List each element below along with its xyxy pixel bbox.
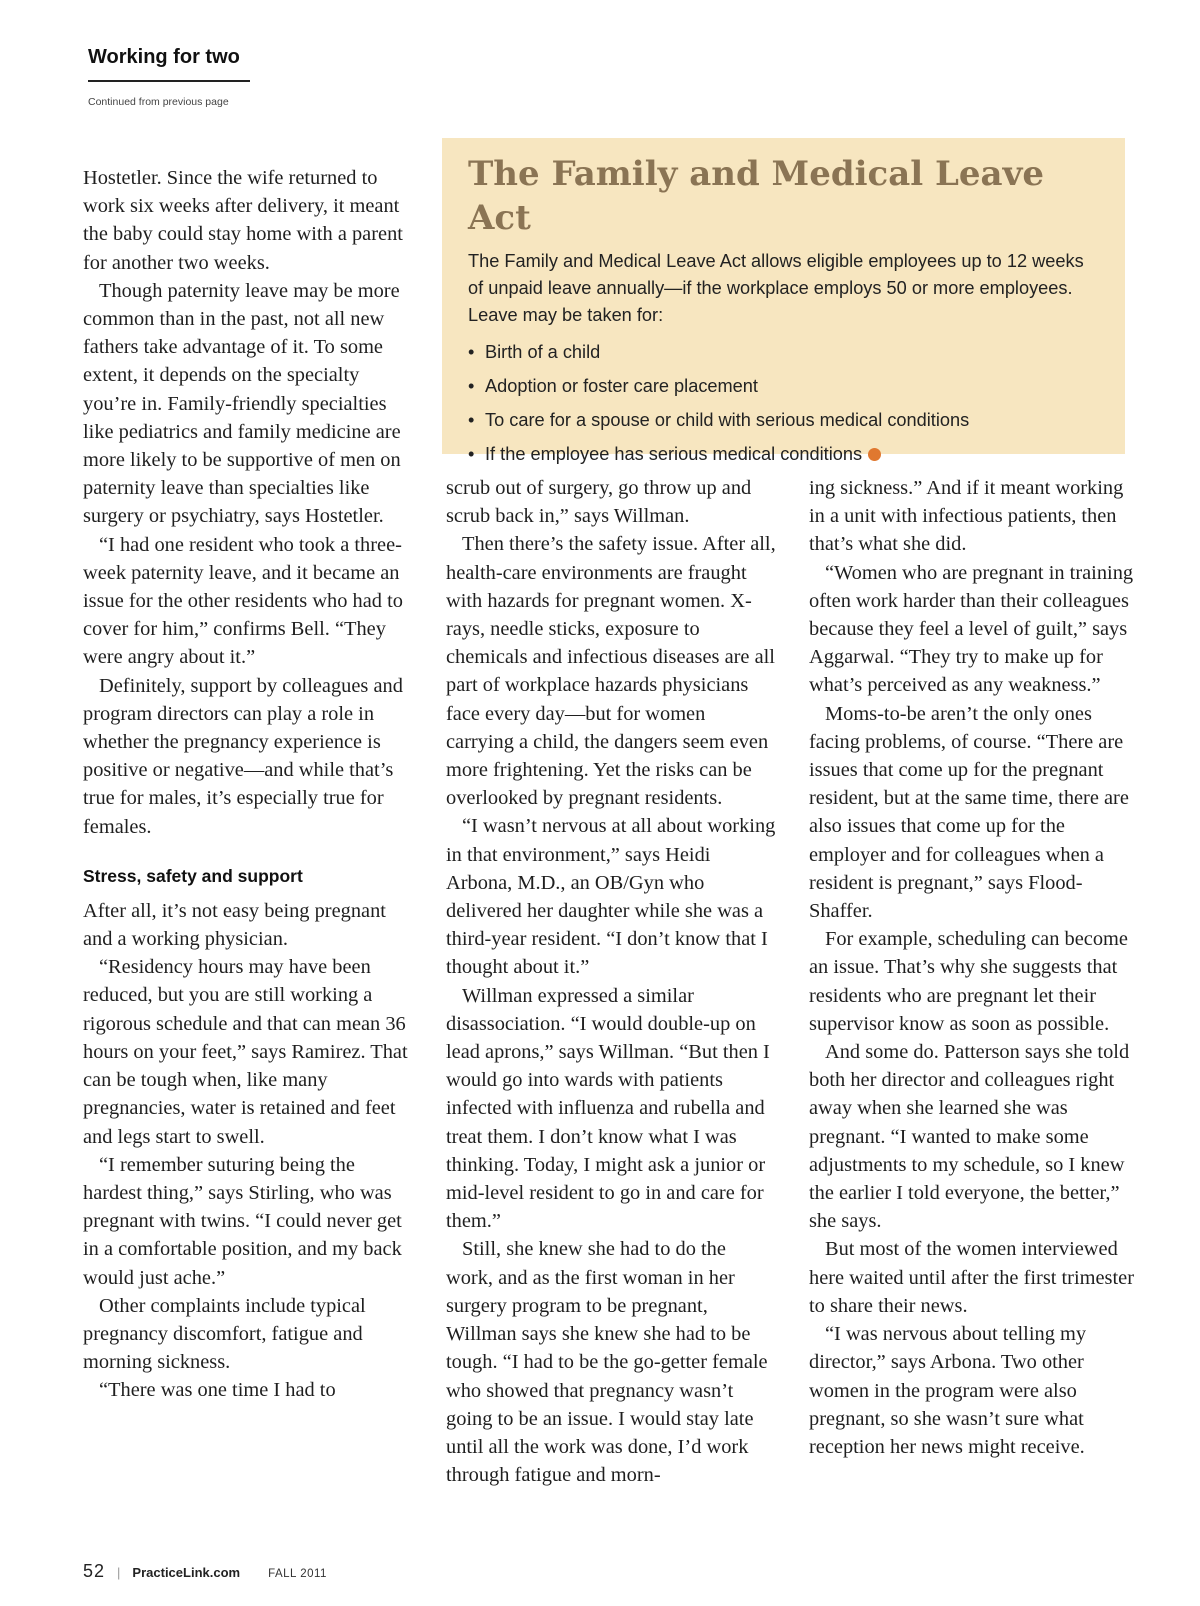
bullet-icon: •	[468, 376, 475, 396]
article-column-2	[446, 474, 776, 1489]
sidebar-list-item	[468, 403, 1099, 437]
paragraph: “I wasn’t nervous at all about working in that environment,” says Heidi Arbona, M.D., an OB/Gyn who delivered her daughter while she was a third-year resident. “I don’t know that I thought about it.”	[446, 815, 776, 979]
paragraph: For example, scheduling can become an issue. That’s why she suggests that residents who are pregnant let their supervisor know as soon as possible.	[809, 928, 1128, 1035]
site-name: PracticeLink.com	[132, 1565, 241, 1580]
paragraph: But most of the women interviewed here waited until after the first trimester to share their news.	[809, 1238, 1134, 1317]
article-column-1	[83, 164, 413, 1405]
section-title-rule	[88, 80, 250, 82]
sidebar-intro: The Family and Medical Leave Act allows eligible employees up to 12 weeks of unpaid leave annually—if the workplace employs 50 or more employees. Leave may be taken for:	[468, 251, 1084, 325]
paragraph: Still, she knew she had to do the work, and as the first woman in her surgery program to be pregnant, Willman says she knew she had to be tough. “I had to be the go-getter female who showed that pregnancy wasn’t going to be an issue. I would stay late until all the work was done, I’d work through fatigue and morn-	[446, 1238, 768, 1487]
paragraph: Willman expressed a similar disassociation. “I would double-up on lead aprons,” says Willman. “But then I would go into wards with patients infected with influenza and rubella and treat them. I don’t know what I was thinking. Today, I might ask a junior or mid-level resident to go in and care for them.”	[446, 984, 770, 1233]
sidebar-title: The Family and Medical Leave Act	[468, 154, 1044, 238]
article-column-3	[809, 474, 1139, 1461]
sidebar-list-item	[468, 369, 1099, 403]
paragraph: “There was one time I had to	[99, 1379, 336, 1402]
paragraph: “I had one resident who took a three-week paternity leave, and it became an issue for the other residents who had to cover for him,” confirms Bell. “They were angry about it.”	[83, 533, 403, 669]
sidebar-list	[468, 335, 1099, 471]
paragraph: “I remember suturing being the hardest thing,” says Stirling, who was pregnant with twins. “I could never get in a comfortable position, and my back would just ache.”	[83, 1153, 402, 1289]
subheading: Stress, safety and support	[83, 865, 303, 886]
paragraph: “Residency hours may have been reduced, but you are still working a rigorous schedule and that can mean 36 hours on your feet,” says Ramirez. That can be tough when, like many pregnancies, water is retained and feet and legs start to swell.	[83, 956, 408, 1148]
continued-note: Continued from previous page	[88, 96, 229, 108]
section-title: Working for two	[88, 46, 240, 68]
paragraph: scrub out of surgery, go throw up and scrub back in,” says Willman.	[446, 477, 752, 528]
paragraph: Hostetler. Since the wife returned to work six weeks after delivery, it meant the baby could stay home with a parent for another two weeks.	[83, 167, 403, 274]
sidebar-list-item-text: Birth of a child	[485, 342, 601, 362]
sidebar-list-item	[468, 335, 1099, 369]
sidebar-list-item-text: To care for a spouse or child with serious medical conditions	[485, 410, 970, 430]
paragraph: After all, it’s not easy being pregnant and a working physician.	[83, 899, 386, 951]
sidebar-list-item-text: If the employee has serious medical conditions	[485, 444, 863, 464]
bullet-icon: •	[468, 444, 475, 464]
page-footer	[83, 1561, 327, 1582]
sidebar-list-item	[468, 437, 1099, 471]
paragraph: Other complaints include typical pregnancy discomfort, fatigue and morning sickness.	[83, 1294, 366, 1374]
sidebar-list-item-text: Adoption or foster care placement	[485, 376, 758, 396]
fmla-sidebar	[442, 138, 1125, 464]
paragraph: Definitely, support by colleagues and program directors can play a role in whether the pregnancy experience is positive or negative—and while that’s true for males, it’s especially true for females.	[83, 674, 403, 838]
paragraph: ing sickness.” And if it meant working in a unit with infectious patients, then that’s what she did.	[809, 477, 1124, 556]
paragraph: “Women who are pregnant in training often work harder than their colleagues because they feel a level of guilt,” says Aggarwal. “They try to make up for what’s perceived as any weakness.”	[809, 561, 1134, 697]
bullet-icon: •	[468, 410, 475, 430]
end-of-story-dot-icon	[868, 448, 881, 461]
footer-separator: |	[117, 1565, 121, 1580]
issue-date: FALL 2011	[268, 1568, 327, 1580]
paragraph: Then there’s the safety issue. After all, health-care environments are fraught with hazards for pregnant women. X-rays, needle sticks, exposure to chemicals and infectious diseases are all part of workplace hazards physicians face every day—but for women carrying a child, the dangers seem even more frightening. Yet the risks can be overlooked by pregnant residents.	[446, 533, 776, 810]
bullet-icon: •	[468, 342, 475, 362]
paragraph: And some do. Patterson says she told both her director and colleagues right away when she learned she was pregnant. “I wanted to make some adjustments to my schedule, so I knew the earlier I told everyone, the better,” she says.	[809, 1041, 1130, 1233]
paragraph: Though paternity leave may be more common than in the past, not all new fathers take advantage of it. To some extent, it depends on the specialty you’re in. Family-friendly specialties like pediatrics and family medicine are more likely to be supportive of men on paternity leave than specialties like surgery or psychiatry, says Hostetler.	[83, 279, 401, 528]
paragraph: Moms-to-be aren’t the only ones facing problems, of course. “There are issues that come up for the pregnant resident, but at the same time, there are also issues that come up for the employer and for colleagues when a resident is pregnant,” says Flood-Shaffer.	[809, 702, 1129, 923]
paragraph: “I was nervous about telling my director,” says Arbona. Two other women in the program were also pregnant, so she wasn’t sure what reception her news might receive.	[809, 1323, 1087, 1458]
page-number: 52	[83, 1561, 106, 1581]
